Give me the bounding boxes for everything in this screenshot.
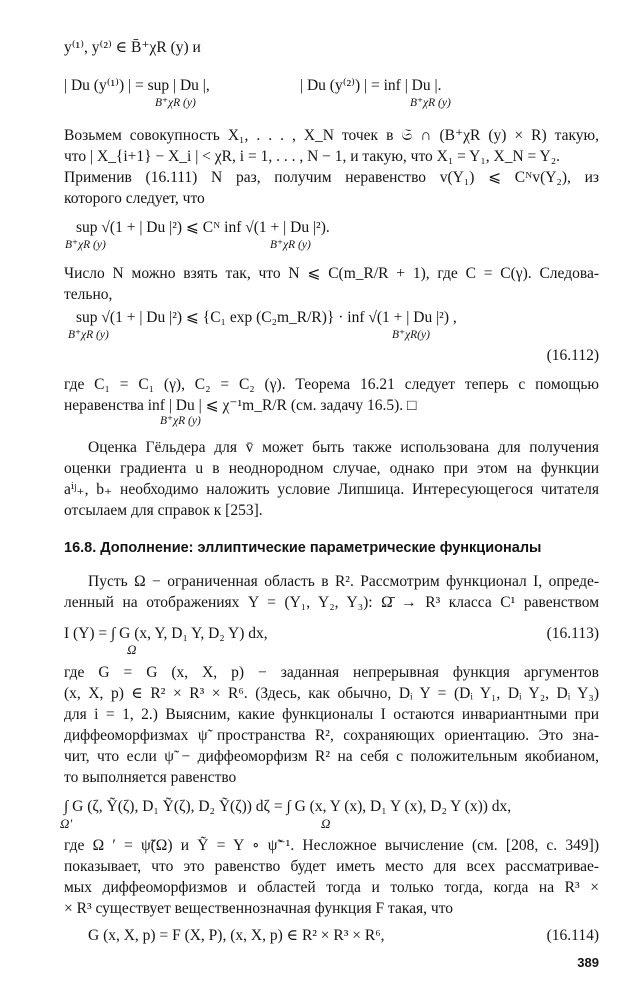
page-number: 389 [577,955,599,970]
formula-subscript: B⁺χR (y) [65,239,106,251]
formula-subscript: B⁺χR (y) [68,329,109,341]
text-line: оценки градиента u в неоднородном случае, однако при этом на функции [64,460,599,477]
text-line: Возьмем совокупность X₁, . . . , X_N точек в 𝔖 ∩ (B⁺χR (y) × R) такую, [64,127,599,144]
text-line: где G = G (x, X, p) − заданная непрерывная функция аргументов [64,664,599,681]
formula-display: G (x, X, p) = F (X, P), (x, X, p) ∈ R² × R³ × R⁶, [88,927,385,944]
text-line: то выполняется равенство [64,769,237,786]
text-line: где Ω ′ = ψ̃(Ω) и Ỹ = Y ∘ ψ̃⁻¹. Несложное вычисление (см. [208, с. 349]) [64,837,599,854]
formula-subscript: B⁺χR (y) [270,239,311,251]
text-line: тельно, [64,286,113,303]
text-line: которого следует, что [64,190,205,207]
text-line: диффеоморфизмах ψ̃ пространства R², сохраняющих ориентацию. Это зна- [64,727,599,744]
text-line: y⁽¹⁾, y⁽²⁾ ∈ B̄⁺χR (y) и [64,39,201,56]
formula-inf: | Du (y⁽²⁾) | = inf | Du |. [300,77,442,94]
text-line: неравенства inf | Du | ⩽ χ⁻¹m_R/R (см. задачу 16.5). □ [64,397,417,414]
formula-subscript: Ω [321,816,331,831]
text-line: Оценка Гёльдера для v̄ может быть также использована для получения [88,439,599,456]
equation-number: (16.112) [546,347,599,364]
equation-number: (16.114) [546,927,599,944]
text-line: aⁱʲ₊, b₊ необходимо наложить условие Липшица. Интересующегося читателя [64,481,599,498]
text-line: × R³ существует вещественнозначная функция F такая, что [64,900,454,917]
formula-subscript: B⁺χR(y) [392,329,430,341]
formula-subscript: Ω′ [60,816,73,831]
formula-sup: | Du (y⁽¹⁾) | = sup | Du |, [64,77,210,94]
formula-subscript: Ω [127,642,137,657]
text-line: для i = 1, 2.) Выясним, какие функционалы I остаются инвариантными при [64,706,599,723]
text-line: Число N можно взять так, что N ⩽ C(m_R/R + 1), где C = C(γ). Следова- [64,265,599,282]
formula-display: sup √(1 + | Du |²) ⩽ Cᴺ inf √(1 + | Du |²). [76,219,330,236]
text-line: где C₁ = C₁ (γ), C₂ = C₂ (γ). Теорема 16.21 следует теперь с помощью [64,376,599,393]
formula-display: ∫ G (ζ, Ỹ(ζ), D₁ Ỹ(ζ), D₂ Ỹ(ζ)) dζ = ∫ G (x, Y (x), D₁ Y (x), D₂ Y (x)) dx, [64,798,512,815]
text-line: Пусть Ω − ограниченная область в R². Рассмотрим функционал I, опреде- [88,573,599,590]
formula-display: I (Y) = ∫ G (x, Y, D₁ Y, D₂ Y) dx, [64,625,268,642]
formula-subscript: B⁺χR (y) [155,97,196,109]
text-line: что | X_{i+1} − X_i | < χR, i = 1, . . . , N − 1, и такую, что X₁ = Y₁, X_N = Y₂. [64,148,561,165]
text-line: мых диффеоморфизмов и областей тогда и только тогда, когда на R³ × [64,879,599,896]
formula-subscript: B⁺χR (y) [410,97,451,109]
text-line: (x, X, p) ∈ R² × R³ × R⁶. (Здесь, как обычно, Dᵢ Y = (Dᵢ Y₁, Dᵢ Y₂, Dᵢ Y₃) [64,685,599,702]
formula-subscript: B⁺χR (y) [160,415,201,427]
text-line: Применив (16.111) N раз, получим неравенство v(Y₁) ⩽ Cᴺv(Y₂), из [64,169,599,186]
text-line: отсылаем для справок к [253]. [64,502,263,519]
text-line: показывает, что это равенство будет иметь место для всех рассматривае- [64,858,599,875]
equation-number: (16.113) [546,625,599,642]
text-line: ленный на отображениях Y = (Y₁, Y₂, Y₃): Ω̄ → R³ класса C¹ равенством [64,594,599,611]
formula-display: sup √(1 + | Du |²) ⩽ {C₁ exp (C₂m_R/R)} · inf √(1 + | Du |²) , [76,309,457,326]
text-line: чит, что если ψ̃ − диффеоморфизм R² на себя с положительным якобианом, [64,748,599,765]
section-heading: 16.8. Дополнение: эллиптические параметрические функционалы [64,540,542,556]
